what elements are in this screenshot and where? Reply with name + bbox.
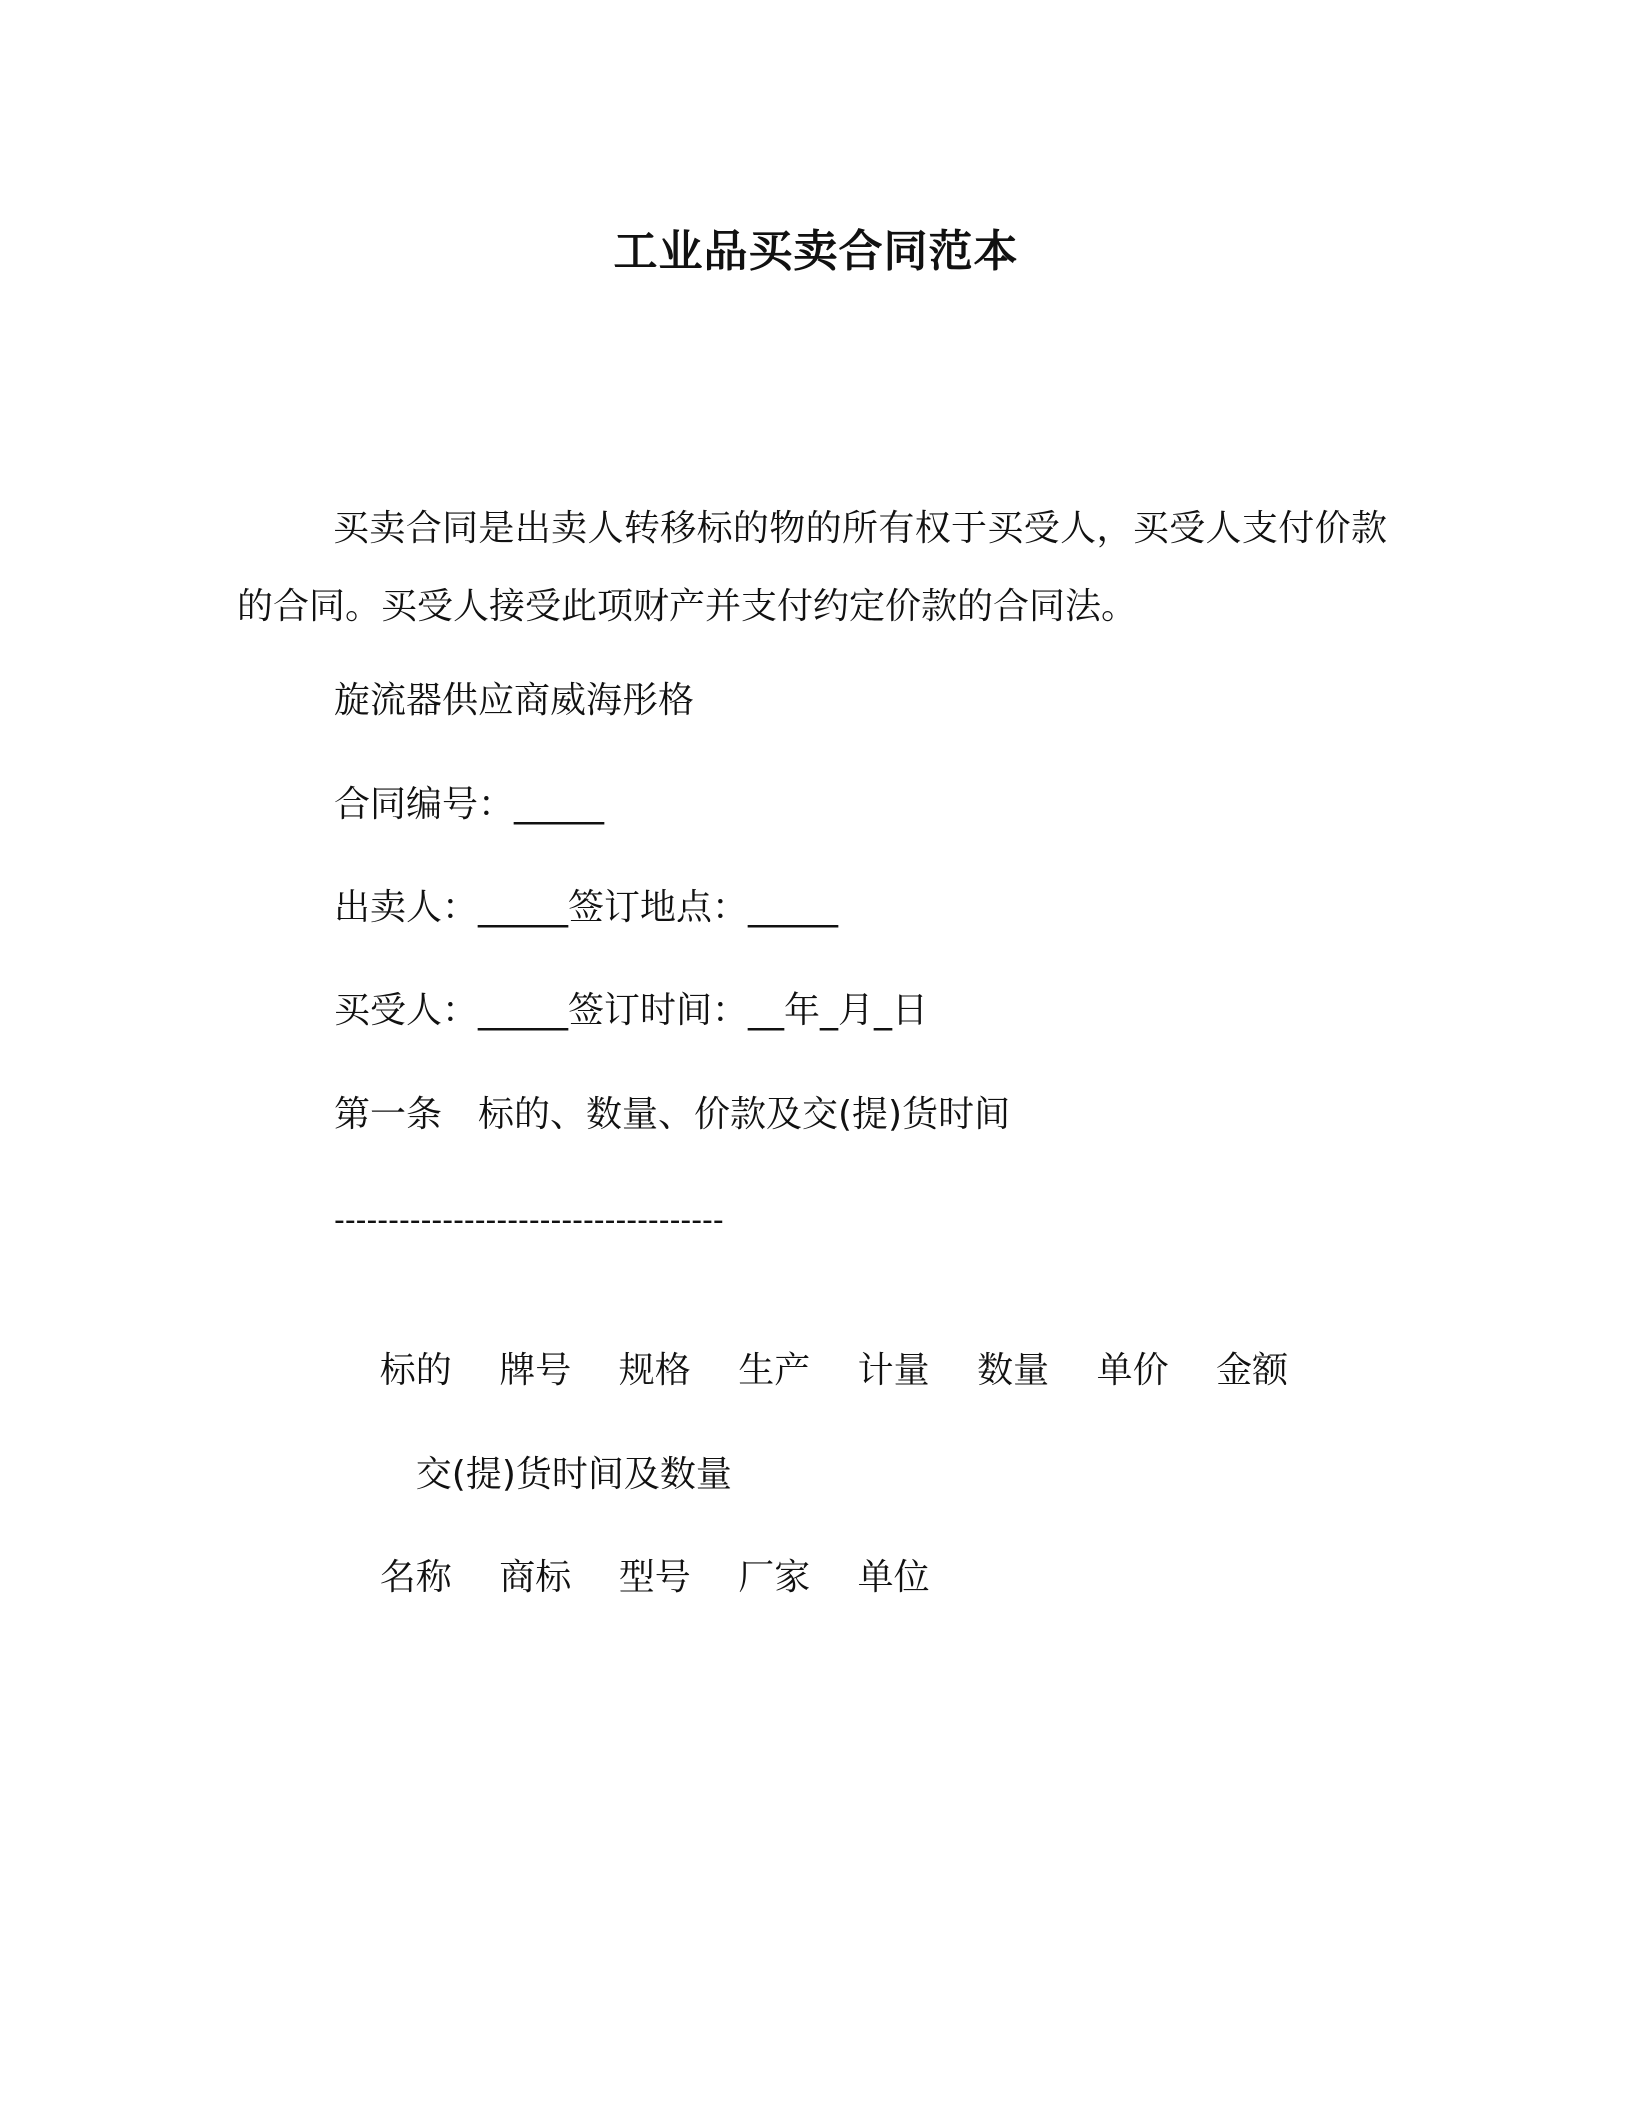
header-cell: 牌号 [499,1350,572,1391]
header-cell: 商标 [499,1557,572,1598]
header-cell: 金额 [1216,1350,1289,1391]
header-cell: 标的 [379,1350,452,1391]
header-cell: 型号 [618,1557,691,1598]
header-cell: 生产 [738,1350,811,1391]
seller-line: 出卖人：_____签订地点：_____ [334,887,839,928]
document-title: 工业品买卖合同范本 [613,226,1019,277]
contract-number-line: 合同编号：_____ [334,784,605,825]
header-cell: 交(提)货时间及数量 [415,1454,732,1495]
header-cell: 名称 [379,1557,452,1598]
supplier-line: 旋流器供应商威海彤格 [334,680,695,721]
header-cell: 计量 [857,1350,930,1391]
intro-paragraph: 买卖合同是出卖人转移标的物的所有权于买受人，买受人支付价款的合同。买受人接受此项财产并支付约定价款的合同法。 [237,508,1387,627]
separator-line: ------------------------------------ [334,1203,724,1238]
header-cell: 数量 [977,1350,1050,1391]
header-cell: 单位 [857,1557,930,1598]
header-cell: 单价 [1096,1350,1169,1391]
buyer-line: 买受人：_____签订时间：__年_月_日 [334,990,929,1031]
header-cell: 规格 [618,1350,691,1391]
article-1-heading: 第一条 标的、数量、价款及交(提)货时间 [334,1094,1011,1135]
header-cell: 厂家 [738,1557,811,1598]
table-header-row-2 [334,1503,930,1653]
